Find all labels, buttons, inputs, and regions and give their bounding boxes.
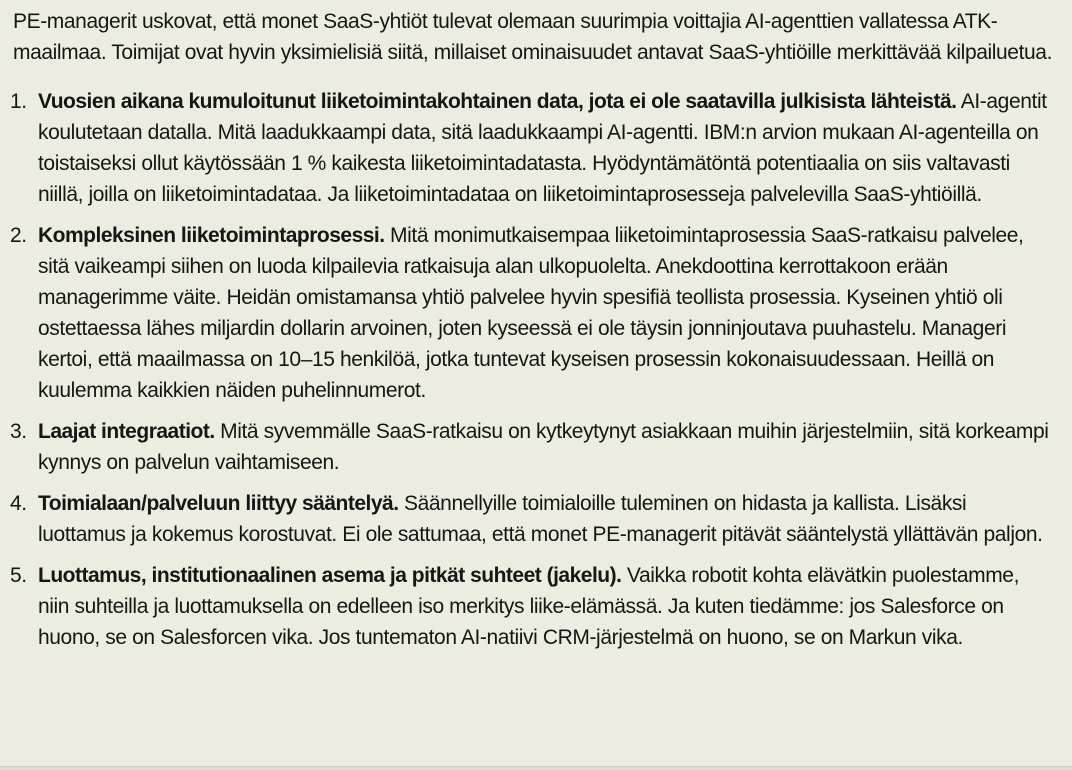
list-item-text: AI-agentit koulutetaan datalla. Mitä laadukkaampi data, sitä laadukkaampi AI-agentti. IBM:n arvion mukaan AI-agenteilla on toistaiseksi ollut käytössään 1 % kaikesta liiketoimintadatasta. Hyödyntämätöntä potentiaalia on siis valtavasti niillä, joilla on liiketoimintadataa. Ja liiketoimintadataa on liiketoimintaprosesseja palvelevilla SaaS-yhtiöillä. bbox=[38, 90, 1047, 206]
list-item-number: 2. bbox=[10, 224, 27, 247]
list-item bbox=[10, 488, 1054, 550]
list-item-title: Toimialaan/palveluun liittyy sääntelyä. bbox=[38, 492, 399, 515]
bottom-edge-divider bbox=[0, 766, 1072, 770]
list-item bbox=[10, 560, 1054, 653]
list-item-title: Kompleksinen liiketoimintaprosessi. bbox=[38, 224, 385, 247]
list-item-text: Mitä monimutkaisempaa liiketoimintaprosessia SaaS-ratkaisu palvelee, sitä vaikeampi siihen on luoda kilpailevia ratkaisuja alan ulkopuolelta. Anekdoottina kerrottakoon erään managerimme väite. Heidän omistamansa yhtiö palvelee hyvin spesifiä teollista prosessia. Kyseinen yhtiö oli ostettaessa lähes miljardin dollarin arvoinen, joten kyseessä ei ole täysin jonninjoutava puuhastelu. Manageri kertoi, että maailmassa on 10–15 henkilöä, jotka tuntevat kyseisen prosessin kokonaisuudessaan. Heillä on kuulemma kaikkien näiden puhelinnumerot. bbox=[38, 224, 1024, 402]
list-item-title: Laajat integraatiot. bbox=[38, 420, 215, 443]
numbered-list bbox=[10, 86, 1054, 653]
list-item-number: 3. bbox=[10, 420, 27, 443]
intro-paragraph: PE-managerit uskovat, että monet SaaS-yhtiöt tulevat olemaan suurimpia voittajia AI-agenttien vallatessa ATK-maailmaa. Toimijat ovat hyvin yksimielisiä siitä, millaiset ominaisuudet antavat SaaS-yhtiöille merkittävää kilpailuetua. bbox=[13, 10, 1053, 64]
list-item bbox=[10, 416, 1054, 478]
list-item bbox=[10, 220, 1054, 406]
list-item-title: Vuosien aikana kumuloitunut liiketoimintakohtainen data, jota ei ole saatavilla julkisista lähteistä. bbox=[38, 90, 957, 113]
list-item-title: Luottamus, institutionaalinen asema ja pitkät suhteet (jakelu). bbox=[38, 564, 622, 587]
list-item-text: Mitä syvemmälle SaaS-ratkaisu on kytkeytynyt asiakkaan muihin järjestelmiin, sitä korkeampi kynnys on palvelun vaihtamiseen. bbox=[38, 420, 1049, 474]
list-item-number: 1. bbox=[10, 90, 27, 113]
list-item-number: 4. bbox=[10, 492, 27, 515]
list-item bbox=[10, 86, 1054, 210]
list-item-text: Vaikka robotit kohta elävätkin puolestamme, niin suhteilla ja luottamuksella on edelleen iso merkitys liike-elämässä. Ja kuten tiedämme: jos Salesforce on huono, se on Salesforcen vika. Jos tuntematon AI-natiivi CRM-järjestelmä on huono, se on Markun vika. bbox=[38, 564, 1020, 649]
list-item-text: Säännellyille toimialoille tuleminen on hidasta ja kallista. Lisäksi luottamus ja kokemus korostuvat. Ei ole sattumaa, että monet PE-managerit pitävät sääntelystä yllättävän paljon. bbox=[38, 492, 1043, 546]
list-item-number: 5. bbox=[10, 564, 27, 587]
